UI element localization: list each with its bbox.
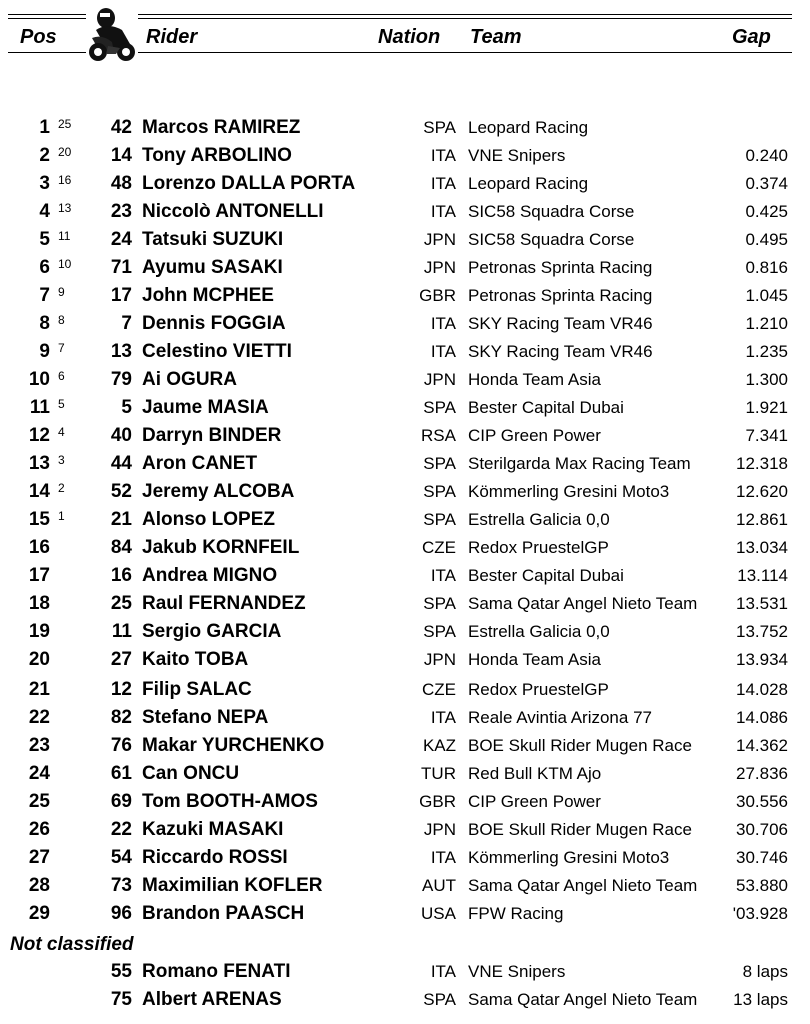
rider-name: Filip SALAC (142, 679, 252, 700)
rider-name: Ai OGURA (142, 369, 237, 390)
rider-number: 14 (110, 145, 132, 166)
rider-name: Alonso LOPEZ (142, 509, 275, 530)
rider-name: Brandon PAASCH (142, 903, 305, 924)
team-name: Redox PruestelGP (468, 538, 609, 557)
table-row (0, 338, 810, 366)
points: 20 (58, 145, 72, 159)
team-name: Sama Qatar Angel Nieto Team (468, 990, 698, 1009)
header-team: Team (470, 26, 522, 48)
position: 14 (28, 481, 50, 502)
rider-name: Marcos RAMIREZ (142, 117, 301, 138)
gap: 12.620 (736, 482, 788, 501)
position: 21 (28, 679, 50, 700)
table-row (0, 422, 810, 450)
gap: 30.706 (736, 820, 788, 839)
rider-number: 84 (110, 537, 132, 558)
points: 7 (58, 341, 65, 355)
table-row (0, 704, 810, 732)
rider-name: Jeremy ALCOBA (142, 481, 295, 502)
nation: ITA (430, 202, 456, 221)
rider-name: Can ONCU (142, 763, 240, 784)
points: 6 (58, 369, 65, 383)
rider-number: 21 (110, 509, 132, 530)
rider-name: Makar YURCHENKO (142, 735, 325, 756)
rider-name: Ayumu SASAKI (142, 257, 283, 278)
nation: TUR (421, 764, 456, 783)
position: 25 (28, 791, 50, 812)
nation: SPA (423, 454, 456, 473)
table-row (0, 366, 810, 394)
rider-number: 71 (110, 257, 132, 278)
rider-number: 82 (110, 707, 132, 728)
position: 2 (39, 145, 50, 166)
team-name: Estrella Galicia 0,0 (468, 622, 610, 641)
nation: JPN (423, 820, 456, 839)
team-name: Bester Capital Dubai (468, 398, 624, 417)
gap: 0.240 (745, 146, 788, 165)
nation: JPN (423, 258, 456, 277)
table-row (0, 816, 810, 844)
points: 11 (58, 229, 71, 243)
rider-name: Riccardo ROSSI (142, 847, 288, 868)
gap: 14.028 (736, 680, 788, 699)
rider-name: Tom BOOTH-AMOS (142, 791, 318, 812)
rider-name: Sergio GARCIA (142, 621, 282, 642)
gap: 1.921 (745, 398, 788, 417)
gap: 53.880 (736, 876, 788, 895)
position: 16 (28, 537, 50, 558)
rider-name: Jakub KORNFEIL (142, 537, 300, 558)
gap: 13.752 (736, 622, 788, 641)
rider-number: 24 (110, 229, 132, 250)
points: 3 (58, 453, 65, 467)
rider-number: 42 (110, 117, 132, 138)
nation: SPA (423, 118, 456, 137)
table-row (0, 958, 810, 986)
rider-number: 13 (110, 341, 132, 362)
rider-name: John MCPHEE (142, 285, 274, 306)
gap: 8 laps (742, 962, 788, 981)
gap: 30.746 (736, 848, 788, 867)
position: 29 (28, 903, 50, 924)
points: 13 (58, 201, 72, 215)
position: 26 (28, 819, 50, 840)
position: 13 (28, 453, 50, 474)
table-row (0, 506, 810, 534)
position: 27 (28, 847, 50, 868)
team-name: VNE Snipers (468, 146, 566, 165)
rider-number: 75 (110, 989, 132, 1010)
position: 22 (28, 707, 50, 728)
points: 5 (58, 397, 65, 411)
nation: SPA (423, 510, 456, 529)
team-name: Petronas Sprinta Racing (468, 258, 653, 277)
position: 23 (28, 735, 50, 756)
rider-number: 40 (110, 425, 132, 446)
table-row (0, 478, 810, 506)
rider-number: 79 (110, 369, 132, 390)
team-name: Honda Team Asia (468, 650, 601, 669)
nation: ITA (430, 314, 456, 333)
position: 18 (28, 593, 50, 614)
gap: 0.425 (745, 202, 788, 221)
team-name: CIP Green Power (468, 792, 601, 811)
team-name: Kömmerling Gresini Moto3 (468, 482, 670, 501)
rider-number: 12 (110, 679, 132, 700)
position: 8 (39, 313, 50, 334)
table-row (0, 394, 810, 422)
points: 1 (58, 509, 65, 523)
gap: 1.210 (745, 314, 788, 333)
position: 1 (39, 117, 50, 138)
gap: 1.300 (745, 370, 788, 389)
nation: JPN (423, 650, 456, 669)
points: 4 (58, 425, 65, 439)
table-row (0, 844, 810, 872)
rider-name: Albert ARENAS (142, 989, 282, 1010)
team-name: BOE Skull Rider Mugen Race (468, 820, 692, 839)
rider-number: 55 (110, 961, 132, 982)
rider-number: 22 (110, 819, 132, 840)
position: 4 (39, 201, 50, 222)
position: 9 (39, 341, 50, 362)
table-row (0, 986, 810, 1014)
team-name: Sterilgarda Max Racing Team (468, 454, 691, 473)
table-row (0, 646, 810, 674)
team-name: FPW Racing (468, 904, 564, 923)
nation: KAZ (422, 736, 456, 755)
team-name: Sama Qatar Angel Nieto Team (468, 876, 698, 895)
team-name: Sama Qatar Angel Nieto Team (468, 594, 698, 613)
nation: ITA (430, 962, 456, 981)
rider-number: 16 (110, 565, 132, 586)
rider-number: 27 (110, 649, 132, 670)
gap: 7.341 (745, 426, 788, 445)
team-name: SKY Racing Team VR46 (468, 342, 653, 361)
nation: SPA (423, 482, 456, 501)
rider-name: Kazuki MASAKI (142, 819, 284, 840)
position: 7 (39, 285, 50, 306)
table-row (0, 676, 810, 704)
gap: 13.034 (736, 538, 788, 557)
rider-name: Lorenzo DALLA PORTA (142, 173, 356, 194)
table-row (0, 590, 810, 618)
table-row (0, 198, 810, 226)
gap: 13.531 (736, 594, 788, 613)
rider-number: 44 (110, 453, 132, 474)
table-row (0, 732, 810, 760)
table-row (0, 114, 810, 142)
rider-number: 11 (111, 621, 132, 642)
results-header (0, 0, 810, 70)
team-name: Bester Capital Dubai (468, 566, 624, 585)
rider-number: 76 (110, 735, 132, 756)
points: 2 (58, 481, 65, 495)
position: 6 (39, 257, 50, 278)
nation: ITA (430, 566, 456, 585)
rider-name: Darryn BINDER (142, 425, 282, 446)
nation: SPA (423, 990, 456, 1009)
position: 15 (28, 509, 50, 530)
not-classified-label: Not classified (10, 934, 134, 955)
rider-name: Tony ARBOLINO (142, 145, 292, 166)
gap: 14.362 (736, 736, 788, 755)
position: 10 (28, 369, 50, 390)
rider-name: Niccolò ANTONELLI (142, 201, 324, 222)
gap: 13 laps (733, 990, 788, 1009)
gap: 12.861 (736, 510, 788, 529)
team-name: Red Bull KTM Ajo (468, 764, 602, 783)
nation: ITA (430, 848, 456, 867)
position: 12 (28, 425, 50, 446)
motorcycle-rider-icon (86, 4, 138, 64)
header-pos: Pos (20, 26, 57, 48)
rider-number: 25 (110, 593, 132, 614)
gap: '03.928 (732, 904, 788, 923)
position: 19 (28, 621, 50, 642)
team-name: Estrella Galicia 0,0 (468, 510, 610, 529)
table-row (0, 254, 810, 282)
team-name: BOE Skull Rider Mugen Race (468, 736, 692, 755)
table-row (0, 760, 810, 788)
table-row (0, 142, 810, 170)
gap: 0.374 (745, 174, 788, 193)
gap: 13.114 (737, 566, 788, 585)
rider-number: 23 (110, 201, 132, 222)
rider-name: Andrea MIGNO (142, 565, 278, 586)
nation: JPN (423, 230, 456, 249)
position: 5 (39, 229, 50, 250)
team-name: VNE Snipers (468, 962, 566, 981)
nation: SPA (423, 622, 456, 641)
gap: 30.556 (736, 792, 788, 811)
team-name: CIP Green Power (468, 426, 601, 445)
header-gap: Gap (732, 26, 771, 48)
position: 17 (28, 565, 50, 586)
rider-name: Celestino VIETTI (142, 341, 292, 362)
rider-number: 73 (110, 875, 132, 896)
rider-number: 54 (110, 847, 132, 868)
gap: 1.235 (745, 342, 788, 361)
table-row (0, 872, 810, 900)
points: 10 (58, 257, 72, 271)
nation: AUT (422, 876, 456, 895)
rider-name: Romano FENATI (142, 961, 291, 982)
table-row (0, 562, 810, 590)
gap: 14.086 (736, 708, 788, 727)
header-nation: Nation (378, 26, 441, 48)
rider-number: 61 (110, 763, 132, 784)
rider-name: Stefano NEPA (142, 707, 269, 728)
nation: USA (421, 904, 456, 923)
rider-name: Aron CANET (142, 453, 258, 474)
table-row (0, 534, 810, 562)
points: 25 (58, 117, 72, 131)
gap: 1.045 (745, 286, 788, 305)
nation: ITA (430, 342, 456, 361)
team-name: Leopard Racing (468, 174, 589, 193)
rider-number: 69 (110, 791, 132, 812)
team-name: Reale Avintia Arizona 77 (468, 708, 652, 727)
nation: CZE (422, 680, 456, 699)
nation: ITA (430, 708, 456, 727)
rider-name: Kaito TOBA (142, 649, 249, 670)
rider-number: 7 (121, 313, 132, 334)
points: 8 (58, 313, 65, 327)
nation: GBR (419, 792, 456, 811)
table-row (0, 226, 810, 254)
nation: ITA (430, 146, 456, 165)
gap: 0.816 (745, 258, 788, 277)
team-name: Redox PruestelGP (468, 680, 609, 699)
rider-name: Dennis FOGGIA (142, 313, 286, 334)
table-row (0, 618, 810, 646)
table-row (0, 788, 810, 816)
team-name: SIC58 Squadra Corse (468, 202, 635, 221)
table-row (0, 450, 810, 478)
points: 16 (58, 173, 72, 187)
nation: ITA (430, 174, 456, 193)
gap: 13.934 (736, 650, 788, 669)
team-name: Petronas Sprinta Racing (468, 286, 653, 305)
nation: SPA (423, 398, 456, 417)
position: 11 (29, 397, 50, 418)
gap: 27.836 (736, 764, 788, 783)
nation: SPA (423, 594, 456, 613)
table-row (0, 900, 810, 928)
position: 3 (39, 173, 50, 194)
team-name: SIC58 Squadra Corse (468, 230, 635, 249)
table-row (0, 310, 810, 338)
rider-name: Jaume MASIA (142, 397, 269, 418)
nation: RSA (421, 426, 456, 445)
points: 9 (58, 285, 65, 299)
rider-name: Raul FERNANDEZ (142, 593, 306, 614)
team-name: Kömmerling Gresini Moto3 (468, 848, 670, 867)
nation: CZE (422, 538, 456, 557)
team-name: SKY Racing Team VR46 (468, 314, 653, 333)
rider-number: 96 (110, 903, 132, 924)
position: 24 (28, 763, 50, 784)
gap: 12.318 (736, 454, 788, 473)
rider-number: 17 (110, 285, 132, 306)
position: 20 (28, 649, 50, 670)
table-row (0, 170, 810, 198)
rider-name: Tatsuki SUZUKI (142, 229, 284, 250)
position: 28 (28, 875, 50, 896)
rider-number: 5 (121, 397, 132, 418)
rider-number: 52 (110, 481, 132, 502)
nation: GBR (419, 286, 456, 305)
nation: JPN (423, 370, 456, 389)
rider-number: 48 (110, 173, 132, 194)
rider-name: Maximilian KOFLER (142, 875, 323, 896)
gap: 0.495 (745, 230, 788, 249)
team-name: Leopard Racing (468, 118, 589, 137)
table-row (0, 282, 810, 310)
header-rider: Rider (146, 26, 198, 48)
team-name: Honda Team Asia (468, 370, 601, 389)
